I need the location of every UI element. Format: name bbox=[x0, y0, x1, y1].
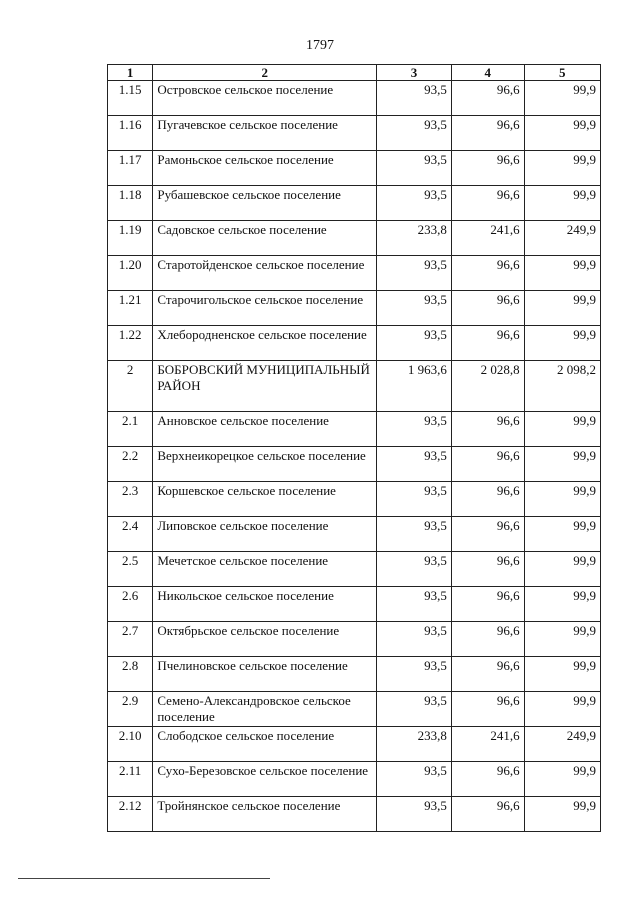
row-name-cell: Тройнянское сельское поселение bbox=[153, 797, 377, 832]
row-value-col3: 93,5 bbox=[377, 797, 452, 832]
row-name-cell: Липовское сельское поселение bbox=[153, 517, 377, 552]
row-value-col3: 93,5 bbox=[377, 552, 452, 587]
row-value-col5: 99,9 bbox=[524, 517, 600, 552]
row-value-col3: 93,5 bbox=[377, 447, 452, 482]
row-code-cell: 1.17 bbox=[108, 151, 153, 186]
row-value-col4: 96,6 bbox=[451, 797, 524, 832]
table-row bbox=[108, 221, 601, 256]
row-code-cell: 2.5 bbox=[108, 552, 153, 587]
row-code-cell: 1.21 bbox=[108, 291, 153, 326]
table-body bbox=[108, 81, 601, 832]
table-row bbox=[108, 727, 601, 762]
table-row bbox=[108, 622, 601, 657]
table-row bbox=[108, 482, 601, 517]
row-value-col3: 93,5 bbox=[377, 657, 452, 692]
row-value-col3: 93,5 bbox=[377, 692, 452, 727]
row-name-cell: Садовское сельское поселение bbox=[153, 221, 377, 256]
row-name-cell: Анновское сельское поселение bbox=[153, 412, 377, 447]
row-value-col5: 99,9 bbox=[524, 622, 600, 657]
row-code-cell: 2.11 bbox=[108, 762, 153, 797]
row-value-col5: 99,9 bbox=[524, 291, 600, 326]
table-row bbox=[108, 186, 601, 221]
row-code-cell: 2.2 bbox=[108, 447, 153, 482]
row-value-col4: 96,6 bbox=[451, 762, 524, 797]
row-name-cell: Октябрьское сельское поселение bbox=[153, 622, 377, 657]
row-value-col5: 99,9 bbox=[524, 482, 600, 517]
table-row bbox=[108, 81, 601, 116]
row-value-col5: 99,9 bbox=[524, 762, 600, 797]
row-value-col3: 93,5 bbox=[377, 326, 452, 361]
row-name-cell: Рубашевское сельское поселение bbox=[153, 186, 377, 221]
table-row bbox=[108, 587, 601, 622]
row-value-col4: 96,6 bbox=[451, 552, 524, 587]
footer-rule bbox=[18, 878, 270, 879]
row-name-cell: Коршевское сельское поселение bbox=[153, 482, 377, 517]
row-value-col4: 96,6 bbox=[451, 151, 524, 186]
row-name-cell: Верхнеикорецкое сельское поселение bbox=[153, 447, 377, 482]
row-value-col3: 93,5 bbox=[377, 186, 452, 221]
row-value-col5: 99,9 bbox=[524, 412, 600, 447]
row-code-cell: 1.18 bbox=[108, 186, 153, 221]
column-header: 5 bbox=[524, 65, 600, 81]
row-value-col4: 96,6 bbox=[451, 412, 524, 447]
row-value-col5: 99,9 bbox=[524, 256, 600, 291]
row-value-col4: 96,6 bbox=[451, 517, 524, 552]
row-value-col3: 93,5 bbox=[377, 151, 452, 186]
row-code-cell: 1.22 bbox=[108, 326, 153, 361]
row-value-col4: 2 028,8 bbox=[451, 361, 524, 412]
budget-table bbox=[107, 64, 601, 832]
row-value-col5: 99,9 bbox=[524, 151, 600, 186]
row-name-cell: Рамоньское сельское поселение bbox=[153, 151, 377, 186]
table-row bbox=[108, 326, 601, 361]
row-code-cell: 2.8 bbox=[108, 657, 153, 692]
row-value-col5: 99,9 bbox=[524, 447, 600, 482]
row-value-col4: 96,6 bbox=[451, 116, 524, 151]
row-value-col5: 2 098,2 bbox=[524, 361, 600, 412]
table-row bbox=[108, 797, 601, 832]
row-name-cell: Хлебородненское сельское поселение bbox=[153, 326, 377, 361]
table-row bbox=[108, 151, 601, 186]
row-code-cell: 2.3 bbox=[108, 482, 153, 517]
row-value-col5: 249,9 bbox=[524, 221, 600, 256]
table-row bbox=[108, 692, 601, 727]
row-name-cell: БОБРОВСКИЙ МУНИЦИПАЛЬНЫЙ РАЙОН bbox=[153, 361, 377, 412]
column-header: 4 bbox=[451, 65, 524, 81]
row-value-col5: 99,9 bbox=[524, 116, 600, 151]
row-value-col4: 96,6 bbox=[451, 81, 524, 116]
page-number: 1797 bbox=[306, 38, 334, 53]
row-value-col5: 249,9 bbox=[524, 727, 600, 762]
row-value-col5: 99,9 bbox=[524, 657, 600, 692]
row-value-col3: 233,8 bbox=[377, 727, 452, 762]
row-value-col3: 93,5 bbox=[377, 762, 452, 797]
row-value-col4: 96,6 bbox=[451, 622, 524, 657]
table-row bbox=[108, 517, 601, 552]
row-value-col4: 241,6 bbox=[451, 221, 524, 256]
row-value-col3: 93,5 bbox=[377, 81, 452, 116]
row-value-col3: 93,5 bbox=[377, 412, 452, 447]
row-code-cell: 2.9 bbox=[108, 692, 153, 727]
row-value-col5: 99,9 bbox=[524, 81, 600, 116]
row-value-col4: 96,6 bbox=[451, 186, 524, 221]
row-value-col4: 96,6 bbox=[451, 657, 524, 692]
row-code-cell: 2.1 bbox=[108, 412, 153, 447]
row-code-cell: 2.10 bbox=[108, 727, 153, 762]
row-code-cell: 2.4 bbox=[108, 517, 153, 552]
row-name-cell: Старотойденское сельское поселение bbox=[153, 256, 377, 291]
column-header: 2 bbox=[153, 65, 377, 81]
table-row bbox=[108, 552, 601, 587]
row-name-cell: Сухо-Березовское сельское поселение bbox=[153, 762, 377, 797]
row-value-col5: 99,9 bbox=[524, 552, 600, 587]
row-name-cell: Слободское сельское поселение bbox=[153, 727, 377, 762]
row-value-col3: 93,5 bbox=[377, 256, 452, 291]
table-row bbox=[108, 412, 601, 447]
column-header: 3 bbox=[377, 65, 452, 81]
row-value-col4: 96,6 bbox=[451, 256, 524, 291]
row-code-cell: 2.12 bbox=[108, 797, 153, 832]
row-value-col4: 96,6 bbox=[451, 692, 524, 727]
row-value-col5: 99,9 bbox=[524, 587, 600, 622]
row-code-cell: 2.7 bbox=[108, 622, 153, 657]
row-name-cell: Семено-Александровское сельское поселение bbox=[153, 692, 377, 727]
row-value-col5: 99,9 bbox=[524, 186, 600, 221]
row-value-col3: 93,5 bbox=[377, 587, 452, 622]
table-row bbox=[108, 361, 601, 412]
row-value-col4: 96,6 bbox=[451, 587, 524, 622]
row-value-col5: 99,9 bbox=[524, 797, 600, 832]
row-name-cell: Никольское сельское поселение bbox=[153, 587, 377, 622]
row-value-col4: 96,6 bbox=[451, 291, 524, 326]
row-value-col5: 99,9 bbox=[524, 326, 600, 361]
row-name-cell: Пчелиновское сельское поселение bbox=[153, 657, 377, 692]
row-value-col5: 99,9 bbox=[524, 692, 600, 727]
table-row bbox=[108, 291, 601, 326]
column-header: 1 bbox=[108, 65, 153, 81]
table-row bbox=[108, 116, 601, 151]
row-value-col3: 93,5 bbox=[377, 291, 452, 326]
row-name-cell: Старочигольское сельское поселение bbox=[153, 291, 377, 326]
row-value-col4: 241,6 bbox=[451, 727, 524, 762]
row-value-col3: 93,5 bbox=[377, 116, 452, 151]
row-value-col4: 96,6 bbox=[451, 447, 524, 482]
row-code-cell: 1.19 bbox=[108, 221, 153, 256]
row-code-cell: 1.15 bbox=[108, 81, 153, 116]
row-code-cell: 1.16 bbox=[108, 116, 153, 151]
row-value-col3: 93,5 bbox=[377, 482, 452, 517]
table-row bbox=[108, 447, 601, 482]
row-name-cell: Пугачевское сельское поселение bbox=[153, 116, 377, 151]
table-header-row bbox=[108, 65, 601, 81]
row-code-cell: 2.6 bbox=[108, 587, 153, 622]
row-value-col3: 93,5 bbox=[377, 517, 452, 552]
row-value-col3: 1 963,6 bbox=[377, 361, 452, 412]
row-value-col4: 96,6 bbox=[451, 482, 524, 517]
row-value-col3: 233,8 bbox=[377, 221, 452, 256]
row-code-cell: 2 bbox=[108, 361, 153, 412]
row-value-col3: 93,5 bbox=[377, 622, 452, 657]
table-row bbox=[108, 256, 601, 291]
table-row bbox=[108, 762, 601, 797]
row-value-col4: 96,6 bbox=[451, 326, 524, 361]
table-row bbox=[108, 657, 601, 692]
row-code-cell: 1.20 bbox=[108, 256, 153, 291]
row-name-cell: Мечетское сельское поселение bbox=[153, 552, 377, 587]
row-name-cell: Островское сельское поселение bbox=[153, 81, 377, 116]
